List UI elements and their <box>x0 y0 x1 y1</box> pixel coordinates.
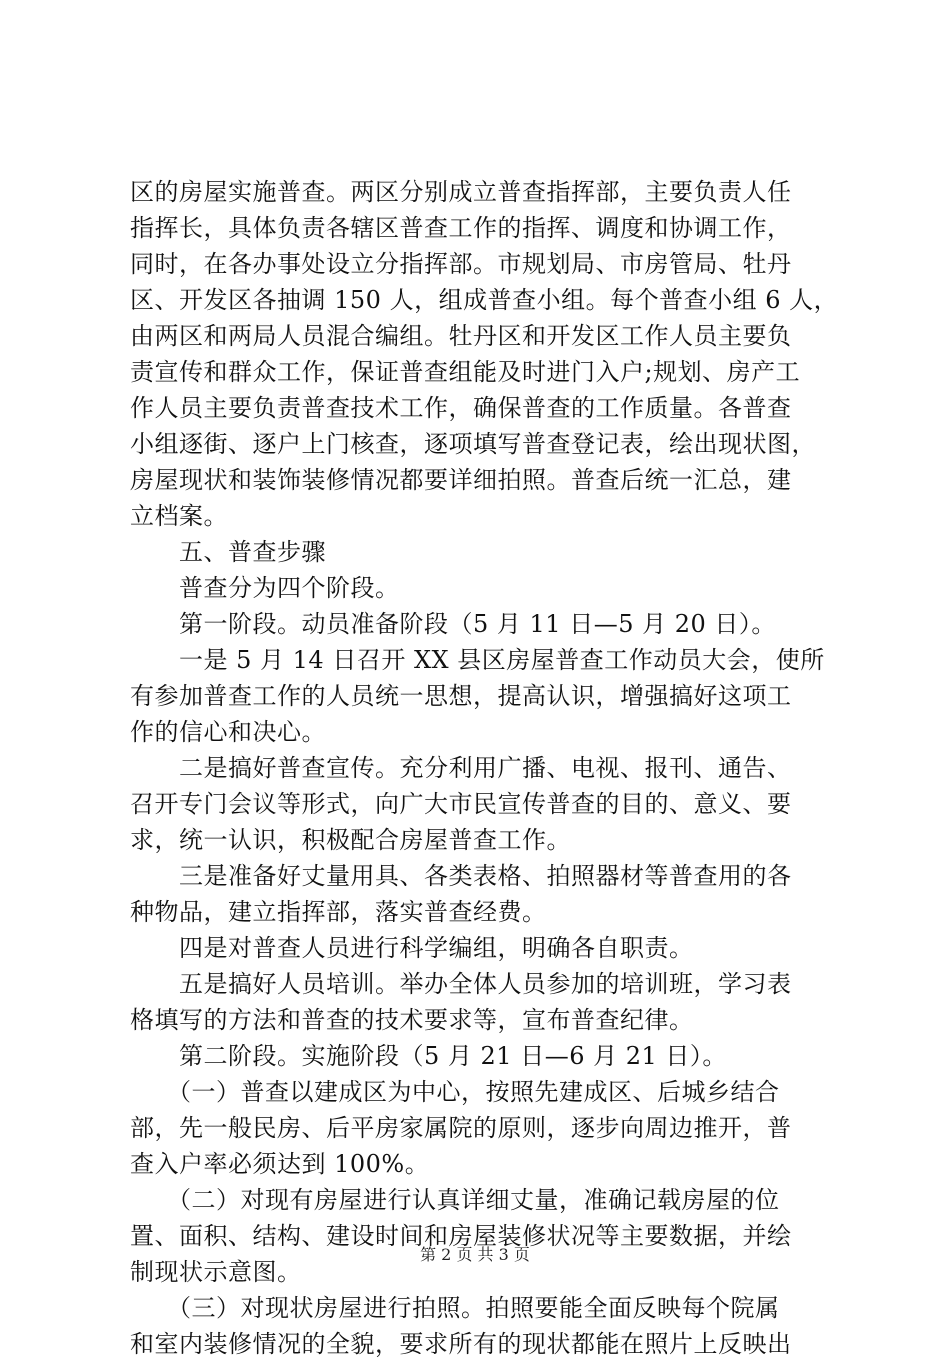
text-line: 二是搞好普查宣传。充分利用广播、电视、报刊、通告、 <box>130 754 792 782</box>
text-line: 一是 5 月 14 日召开 XX 县区房屋普查工作动员大会，使所 <box>130 646 825 674</box>
text-line: 格填写的方法和普查的技术要求等，宣布普查纪律。 <box>130 1006 694 1034</box>
text-line: （二）对现有房屋进行认真详细丈量，准确记载房屋的位 <box>130 1186 780 1214</box>
text-line: 求，统一认识，积极配合房屋普查工作。 <box>130 826 571 854</box>
text-line: 第二阶段。实施阶段（5 月 21 日—6 月 21 日）。 <box>130 1042 727 1070</box>
text-line: 区的房屋实施普查。两区分别成立普查指挥部，主要负责人任 <box>130 178 792 206</box>
text-line: 第一阶段。动员准备阶段（5 月 11 日—5 月 20 日）。 <box>130 610 776 638</box>
text-line: 作的信心和决心。 <box>130 718 326 746</box>
text-line: 小组逐街、逐户上门核查，逐项填写普查登记表，绘出现状图， <box>130 430 816 458</box>
text-line: 有参加普查工作的人员统一思想，提高认识，增强搞好这项工 <box>130 682 792 710</box>
text-line: 同时，在各办事处设立分指挥部。市规划局、市房管局、牡丹 <box>130 250 792 278</box>
text-line: 四是对普查人员进行科学编组，明确各自职责。 <box>130 934 694 962</box>
text-line: 部，先一般民房、后平房家属院的原则，逐步向周边推开，普 <box>130 1114 792 1142</box>
text-line: （三）对现状房屋进行拍照。拍照要能全面反映每个院属 <box>130 1294 780 1322</box>
text-line: 制现状示意图。 <box>130 1258 302 1286</box>
text-line: 和室内装修情况的全貌，要求所有的现状都能在照片上反映出 <box>130 1330 792 1358</box>
text-line: 置、面积、结构、建设时间和房屋装修状况等主要数据，并绘 <box>130 1222 792 1250</box>
text-line: 责宣传和群众工作，保证普查组能及时进门入户;规划、房产工 <box>130 358 801 386</box>
text-line: 种物品，建立指挥部，落实普查经费。 <box>130 898 547 926</box>
text-line: 由两区和两局人员混合编组。牡丹区和开发区工作人员主要负 <box>130 322 792 350</box>
text-line: 指挥长，具体负责各辖区普查工作的指挥、调度和协调工作， <box>130 214 792 242</box>
text-line: 区、开发区各抽调 150 人，组成普查小组。每个普查小组 6 人， <box>130 286 839 314</box>
text-line: 三是准备好丈量用具、各类表格、拍照器材等普查用的各 <box>130 862 792 890</box>
text-line: 五是搞好人员培训。举办全体人员参加的培训班，学习表 <box>130 970 792 998</box>
document-body <box>130 174 839 1362</box>
text-line: 作人员主要负责普查技术工作，确保普查的工作质量。各普查 <box>130 394 792 422</box>
text-line: 立档案。 <box>130 502 228 530</box>
text-line: 普查分为四个阶段。 <box>130 574 400 602</box>
text-line: （一）普查以建成区为中心，按照先建成区、后城乡结合 <box>130 1078 780 1106</box>
text-line: 召开专门会议等形式，向广大市民宣传普查的目的、意义、要 <box>130 790 792 818</box>
page-footer: 第 2 页 共 3 页 <box>420 1245 530 1264</box>
text-line: 五、普查步骤 <box>130 538 326 566</box>
text-line: 查入户率必须达到 100%。 <box>130 1150 430 1178</box>
text-line: 房屋现状和装饰装修情况都要详细拍照。普查后统一汇总，建 <box>130 466 792 494</box>
